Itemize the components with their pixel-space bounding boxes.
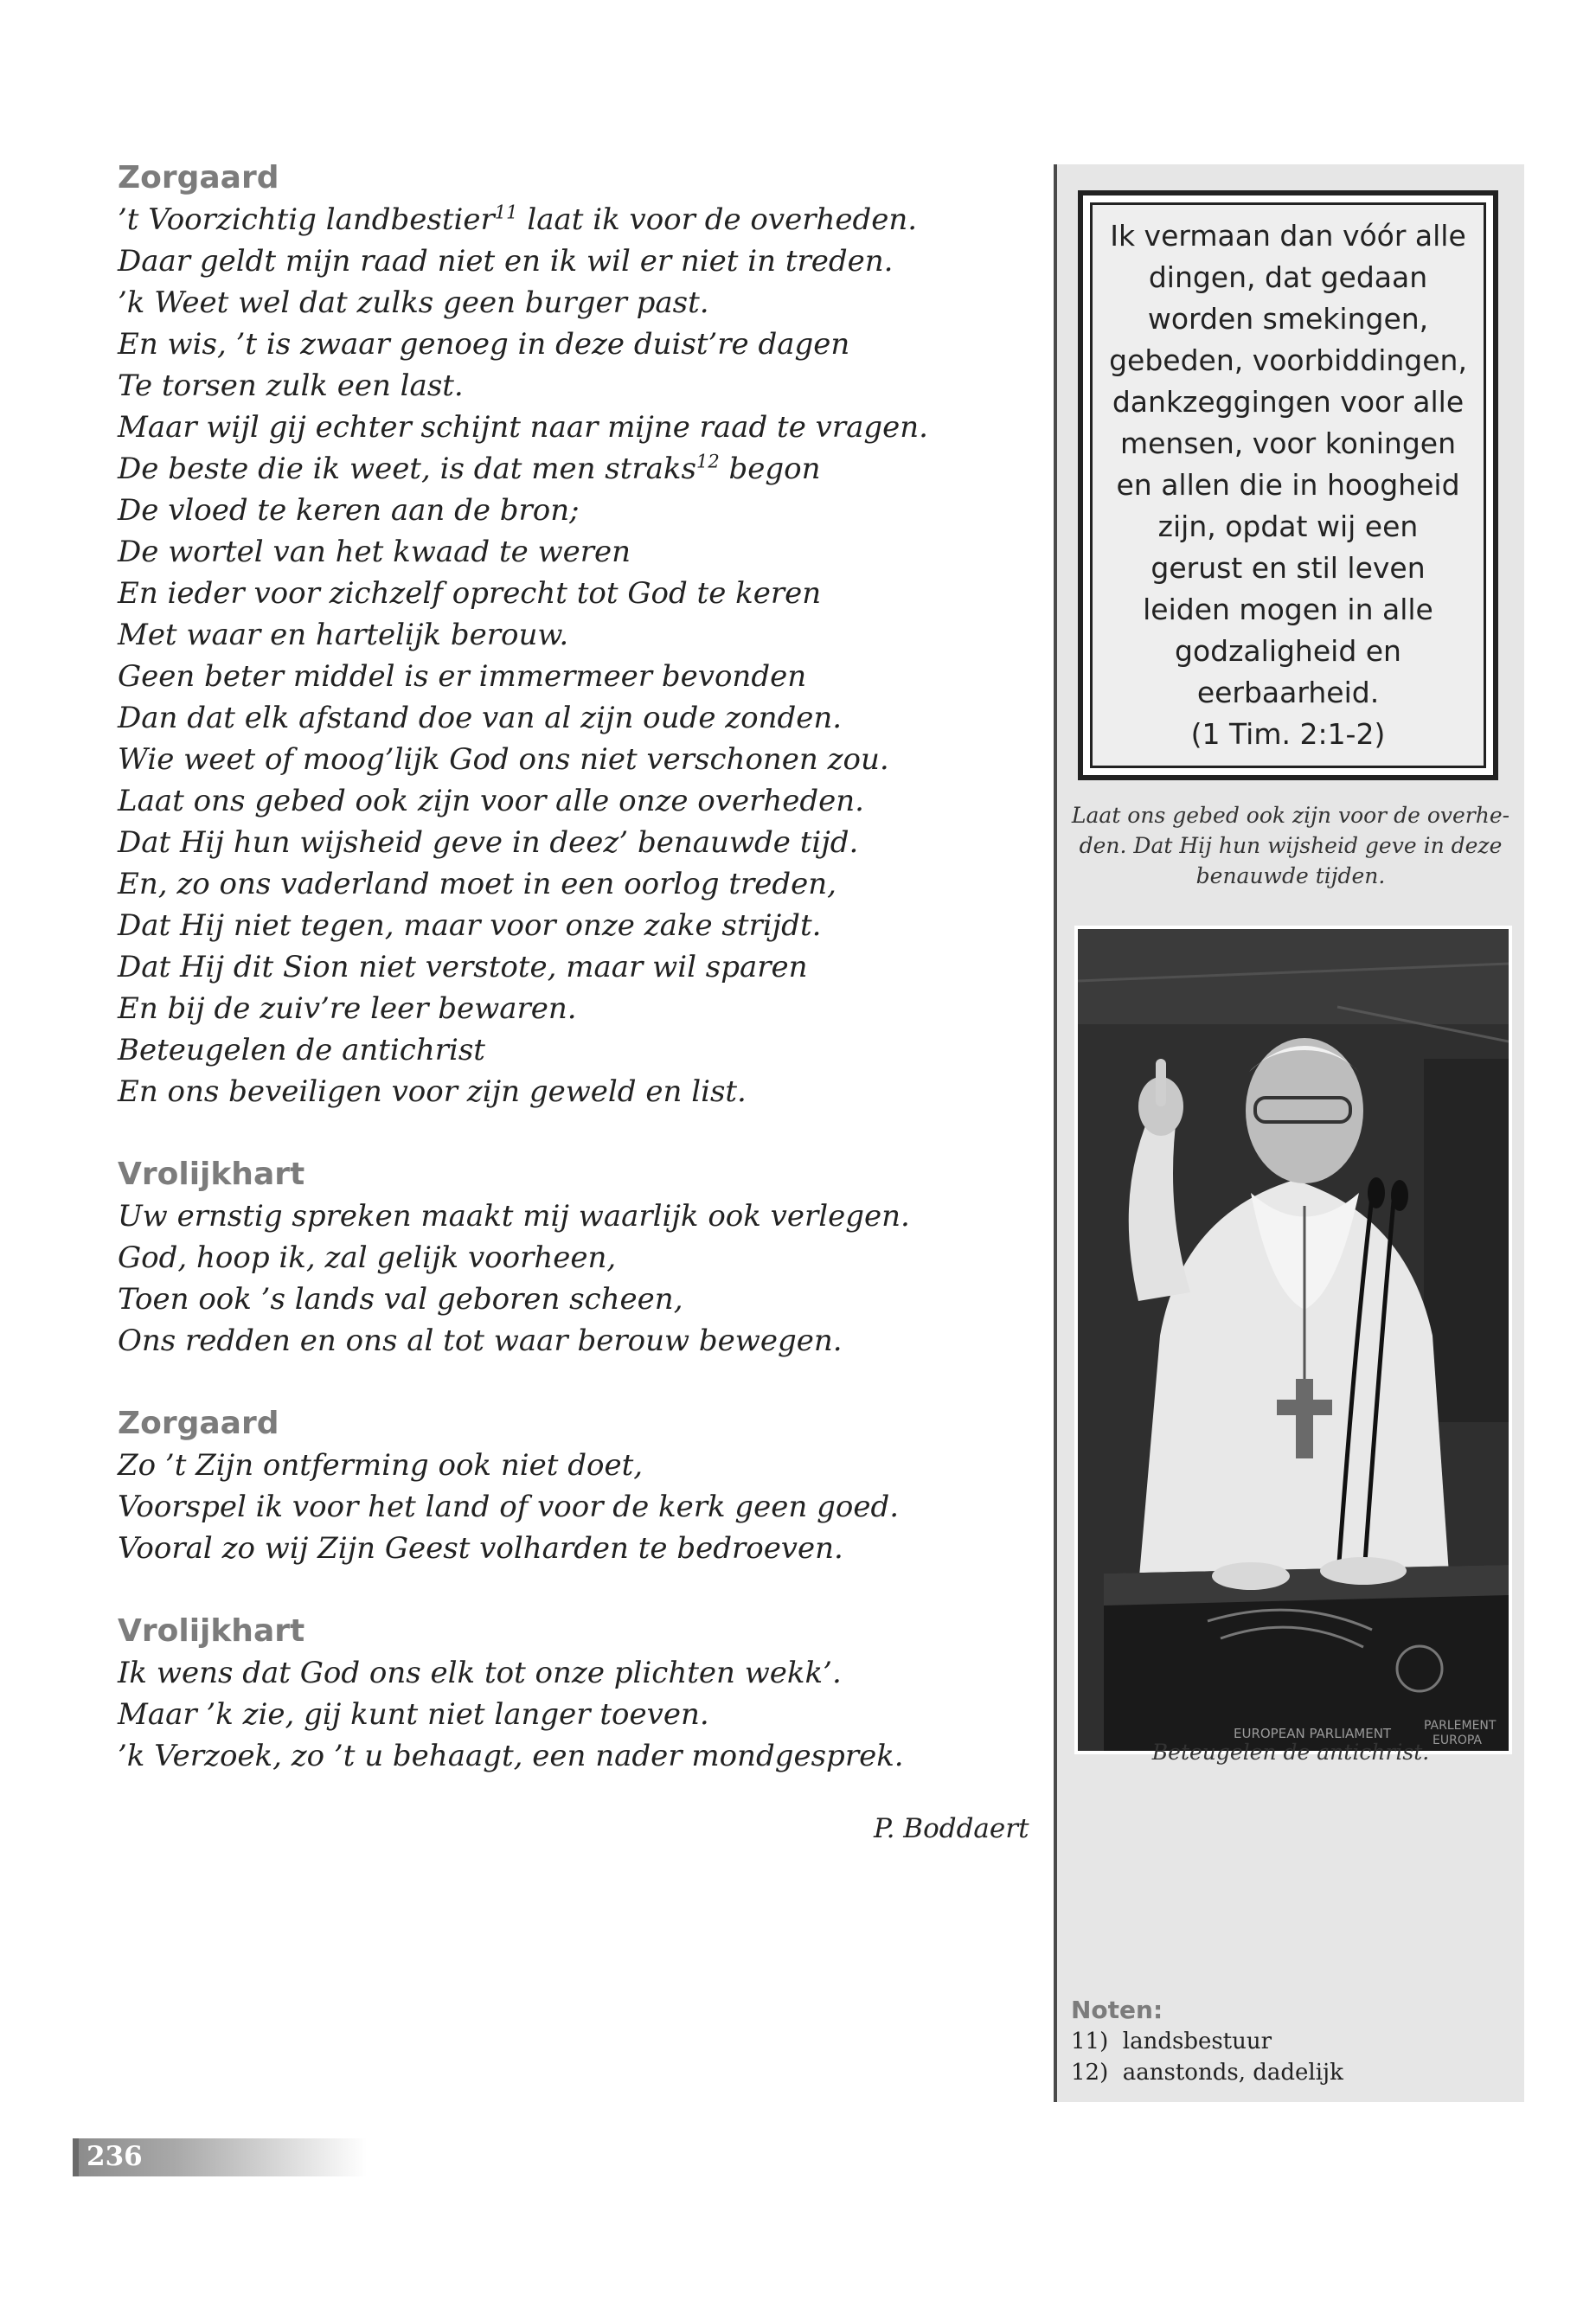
quote-line: dankzeggingen voor alle — [1112, 385, 1465, 419]
page-mark — [73, 2138, 79, 2176]
verse-line: Geen beter middel is er immermeer bevonden — [118, 659, 807, 694]
quote-line: en allen die in hoogheid — [1116, 468, 1460, 502]
note-item: 11) landsbestuur — [1071, 2029, 1272, 2054]
sidebar — [1054, 164, 1524, 2102]
verse-line: God, hoop ik, zal gelijk voorheen, — [118, 1240, 617, 1275]
verse-line: En, zo ons vaderland moet in een oorlog treden, — [118, 867, 836, 901]
verse-line: Met waar en hartelijk berouw. — [118, 618, 569, 652]
page-number: 236 — [87, 2141, 143, 2172]
quote-line: Ik vermaan dan vóór alle — [1110, 219, 1466, 253]
dialogue-section — [118, 157, 1035, 1112]
dialogue-section — [118, 1611, 1035, 1777]
photo-caption: Beteugelen de antichrist. — [1151, 1740, 1430, 1765]
verse-line: Te torsen zulk een last. — [118, 369, 464, 403]
verse-line: En ieder voor zichzelf oprecht tot God te keren — [118, 576, 822, 611]
verse-line: Dan dat elk afstand doe van al zijn oude zonden. — [118, 701, 843, 735]
podium-text: EUROPEAN PARLIAMENT — [1234, 1726, 1392, 1741]
bible-quote-box — [1078, 190, 1498, 780]
pope-figure-illustration — [1078, 929, 1509, 1751]
verse-line: En bij de zuiv’re leer bewaren. — [118, 991, 577, 1026]
verse-line: En wis, ’t is zwaar genoeg in deze duist’re dagen — [118, 327, 850, 362]
quote-line: gerust en stil leven — [1151, 551, 1426, 585]
verse-line: Dat Hij hun wijsheid geve in deez’ benauwde tijd. — [118, 825, 859, 860]
quote-line: zijn, opdat wij een — [1157, 510, 1419, 543]
quote-line: godzaligheid en — [1175, 634, 1401, 668]
verse-line: Ons redden en ons al tot waar berouw bewegen. — [118, 1324, 843, 1358]
verse-line: Daar geldt mijn raad niet en ik wil er niet in treden. — [118, 244, 894, 279]
footnote-ref[interactable]: 11 — [494, 202, 518, 223]
dialogue-section — [118, 1154, 1035, 1362]
footnote-ref[interactable]: 12 — [695, 451, 720, 472]
verse-line: Dat Hij dit Sion niet verstote, maar wil sparen — [118, 950, 808, 984]
caption-line: benauwde tijden. — [1195, 863, 1386, 888]
quote-line: gebeden, voorbiddingen, — [1109, 343, 1467, 377]
speaker-name: Vrolijkhart — [118, 1613, 305, 1649]
verse-line: ’k Weet wel dat zulks geen burger past. — [118, 285, 709, 320]
verse-line: Maar ’k zie, gij kunt niet langer toeven. — [118, 1697, 709, 1732]
bible-quote-inner — [1090, 202, 1486, 768]
quote-line: worden smekingen, — [1147, 302, 1429, 336]
note-item: 12) aanstonds, dadelijk — [1071, 2060, 1343, 2086]
verse-line: Ik wens dat God ons elk tot onze plichten wekk’. — [118, 1656, 842, 1690]
quote-line: eerbaarheid. — [1196, 676, 1380, 709]
verse-line: Uw ernstig spreken maakt mij waarlijk ook verlegen. — [118, 1199, 910, 1234]
notes-title: Noten: — [1071, 1996, 1163, 2024]
verse-line: Vooral zo wij Zijn Geest volharden te bedroeven. — [118, 1531, 843, 1566]
verse-line: ’k Verzoek, zo ’t u behaagt, een nader mondgesprek. — [118, 1739, 904, 1773]
verse-line: Wie weet of moog’lijk God ons niet verschonen zou. — [118, 742, 889, 777]
speaker-name: Zorgaard — [118, 160, 279, 195]
speaker-name: Vrolijkhart — [118, 1157, 305, 1192]
verse-line: Laat ons gebed ook zijn voor alle onze overheden. — [118, 784, 864, 818]
verse-line: Dat Hij niet tegen, maar voor onze zake strijdt. — [118, 908, 822, 943]
quote-line: dingen, dat gedaan — [1148, 260, 1428, 294]
verse-line: De beste die ik weet, is dat men straks$^{12}$ begon — [118, 451, 821, 486]
dialogue-section — [118, 1403, 1035, 1569]
quote-line: mensen, voor koningen — [1119, 426, 1456, 460]
footnotes — [1071, 1995, 1503, 2088]
verse-line: De wortel van het kwaad te weren — [118, 535, 631, 569]
quote-caption — [1071, 800, 1510, 891]
verse-line: Beteugelen de antichrist — [118, 1033, 485, 1067]
caption-line: Laat ons gebed ook zijn voor de overhe- — [1071, 803, 1510, 828]
quote-reference: (1 Tim. 2:1-2) — [1190, 717, 1386, 751]
caption-line: den. Dat Hij hun wijsheid geve in deze — [1079, 833, 1503, 858]
verse-line: Zo ’t Zijn ontferming ook niet doet, — [118, 1448, 644, 1483]
quote-line: leiden mogen in alle — [1143, 593, 1433, 626]
podium-text: PARLEMENT — [1424, 1719, 1497, 1733]
podium-text: EUROPA — [1433, 1734, 1482, 1747]
verse-line: Toen ook ’s lands val geboren scheen, — [118, 1282, 683, 1317]
verse-line: Voorspel ik voor het land of voor de kerk geen goed. — [118, 1490, 900, 1524]
author-signature: P. Boddaert — [874, 1813, 1029, 1844]
poem-column — [118, 157, 1035, 1818]
page-number-tab — [73, 2138, 367, 2176]
verse-line: ’t Voorzichtig landbestier$^{11}$ laat ik voor de overheden. — [118, 202, 918, 237]
pope-photo — [1074, 926, 1512, 1754]
speaker-name: Zorgaard — [118, 1406, 279, 1441]
verse-line: De vloed te keren aan de bron; — [118, 493, 580, 528]
verse-line: En ons beveiligen voor zijn geweld en list. — [118, 1074, 747, 1109]
verse-line: Maar wijl gij echter schijnt naar mijne raad te vragen. — [118, 410, 928, 445]
